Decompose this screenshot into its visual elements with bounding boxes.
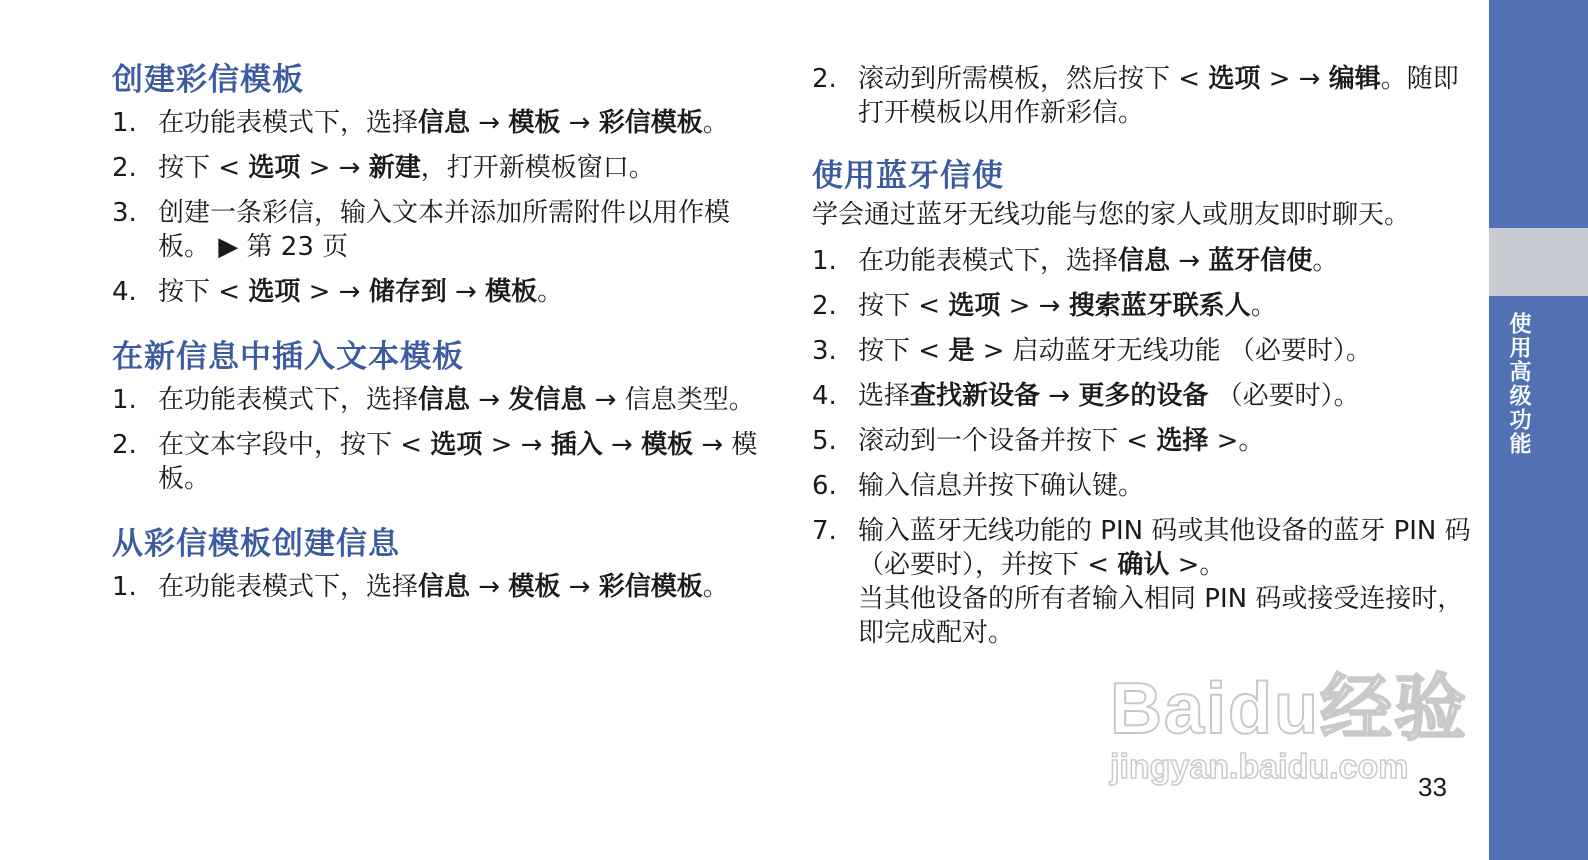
step-text: 在功能表模式下，选择 (858, 246, 1119, 276)
menu-term: 选项 (248, 153, 301, 183)
list-item (112, 570, 762, 604)
left-column (112, 58, 762, 630)
step-number: 1. (112, 108, 137, 138)
list-item (812, 334, 1472, 368)
list-item (112, 428, 762, 496)
step-text: 。 (1250, 291, 1277, 321)
section-title: 创建彩信模板 (112, 62, 304, 98)
step-note: 当其他设备的所有者输入相同 PIN 码或接受连接时，即完成配对。 (858, 584, 1464, 648)
list-item (812, 379, 1472, 413)
step-text: 按下 < (858, 336, 949, 366)
step-text: 在功能表模式下，选择 (158, 572, 419, 602)
menu-term: 是 (948, 336, 975, 366)
list-item (812, 289, 1472, 323)
section-title: 使用蓝牙信使 (812, 158, 1004, 194)
step-text: 选择 (858, 381, 911, 411)
step-text: → (470, 572, 509, 602)
list-item (812, 244, 1472, 278)
menu-term: 搜索蓝牙联系人 (1068, 291, 1251, 321)
menu-term: 查找新设备 (910, 381, 1041, 411)
menu-term: 信息 (418, 108, 471, 138)
step-text: → (560, 108, 599, 138)
menu-term: 信息 (418, 385, 471, 415)
step-text: 滚动到所需模板，然后按下 < (858, 64, 1209, 94)
step-text: → (560, 572, 599, 602)
list-item (112, 196, 762, 264)
step-number: 1. (112, 572, 137, 602)
menu-term: 模板 (641, 430, 694, 460)
step-list (812, 62, 1472, 130)
step-number: 3. (812, 336, 837, 366)
menu-term: 模板 (508, 572, 561, 602)
step-text: → (1170, 246, 1209, 276)
menu-term: 更多的设备 (1078, 381, 1209, 411)
menu-term: 选项 (1208, 64, 1261, 94)
list-item (812, 469, 1472, 503)
step-text: → (470, 108, 509, 138)
watermark-logo-text: Baidu经验 (1110, 669, 1469, 749)
step-number: 2. (812, 291, 837, 321)
step-list (112, 106, 762, 309)
menu-term: 选项 (948, 291, 1001, 321)
list-item (112, 106, 762, 140)
step-text: 。 (702, 108, 729, 138)
step-number: 3. (112, 198, 137, 228)
instruction-section (112, 522, 762, 604)
watermark-url: jingyan.baidu.com (1110, 748, 1409, 786)
list-item (812, 424, 1472, 458)
step-number: 2. (812, 64, 837, 94)
section-title: 从彩信模板创建信息 (112, 526, 400, 562)
continued-step (812, 62, 1472, 130)
list-item (812, 62, 1472, 130)
menu-term: 新建 (368, 153, 421, 183)
step-number: 1. (112, 385, 137, 415)
right-column (812, 58, 1472, 676)
step-text: >。 (1169, 550, 1226, 580)
section-intro: 学会通过蓝牙无线功能与您的家人或朋友即时聊天。 (812, 200, 1411, 230)
step-text: → (446, 277, 486, 307)
list-item (812, 514, 1472, 650)
menu-term: 储存到 (368, 277, 447, 307)
instruction-section (112, 335, 762, 496)
instruction-section (112, 58, 762, 309)
step-text: （必要时）。 (1208, 381, 1360, 411)
step-text: >。 (1208, 426, 1265, 456)
page-number: 33 (1418, 772, 1447, 802)
step-list (112, 570, 762, 604)
menu-term: 模板 (485, 277, 538, 307)
menu-term: 彩信模板 (598, 572, 703, 602)
menu-term: 选择 (1156, 426, 1209, 456)
step-text: 滚动到一个设备并按下 < (858, 426, 1157, 456)
list-item (112, 151, 762, 185)
step-number: 6. (812, 471, 837, 501)
menu-term: 信息 (1118, 246, 1171, 276)
menu-term: 编辑 (1328, 64, 1381, 94)
step-text: > → (300, 153, 369, 183)
step-text: 输入信息并按下确认键。 (858, 471, 1145, 501)
step-list (812, 244, 1472, 650)
menu-term: 彩信模板 (598, 108, 703, 138)
step-text: 按下 < (858, 291, 949, 321)
step-text: → 信息类型。 (586, 385, 755, 415)
step-text: > → (482, 430, 551, 460)
step-text: → 模板。 (158, 430, 758, 494)
menu-term: 确认 (1117, 550, 1170, 580)
menu-term: 模板 (508, 108, 561, 138)
list-item (112, 383, 762, 417)
step-text: → (602, 430, 642, 460)
menu-term: 发信息 (508, 385, 587, 415)
step-number: 2. (112, 430, 137, 460)
step-text: 在功能表模式下，选择 (158, 108, 419, 138)
step-text: > → (1000, 291, 1069, 321)
list-item (112, 275, 762, 309)
step-number: 7. (812, 516, 837, 546)
step-text: 。 (702, 572, 729, 602)
menu-term: 选项 (248, 277, 301, 307)
step-text: → (1040, 381, 1079, 411)
step-text: 在文本字段中，按下 < (158, 430, 431, 460)
step-text: ，打开新模板窗口。 (420, 153, 655, 183)
step-text: > 启动蓝牙无线功能 （必要时）。 (974, 336, 1372, 366)
chapter-label: 使用高级功能 (1506, 312, 1531, 456)
step-text: > → (1260, 64, 1329, 94)
step-list (112, 383, 762, 496)
step-number: 4. (112, 277, 137, 307)
step-number: 4. (812, 381, 837, 411)
step-text: 。随即打开模板以用作新彩信。 (858, 64, 1459, 128)
menu-term: 插入 (550, 430, 603, 460)
step-number: 5. (812, 426, 837, 456)
step-text: 在功能表模式下，选择 (158, 385, 419, 415)
step-text: 按下 < (158, 153, 249, 183)
step-text: 创建一条彩信，输入文本并添加所需附件以用作模板。 ▶ 第 23 页 (158, 198, 731, 262)
step-text: → (470, 385, 509, 415)
bluetooth-messenger-section (812, 154, 1472, 650)
step-number: 2. (112, 153, 137, 183)
step-text: 按下 < (158, 277, 249, 307)
step-text: > → (300, 277, 369, 307)
step-text: 输入蓝牙无线功能的 PIN 码或其他设备的蓝牙 PIN 码 （必要时），并按下 < (858, 516, 1471, 580)
menu-term: 蓝牙信使 (1208, 246, 1313, 276)
menu-term: 选项 (430, 430, 483, 460)
section-title: 在新信息中插入文本模板 (112, 339, 464, 375)
menu-term: 信息 (418, 572, 471, 602)
step-number: 1. (812, 246, 837, 276)
step-text: 。 (537, 277, 564, 307)
step-text: 。 (1312, 246, 1339, 276)
side-tab-marker (1489, 228, 1588, 296)
